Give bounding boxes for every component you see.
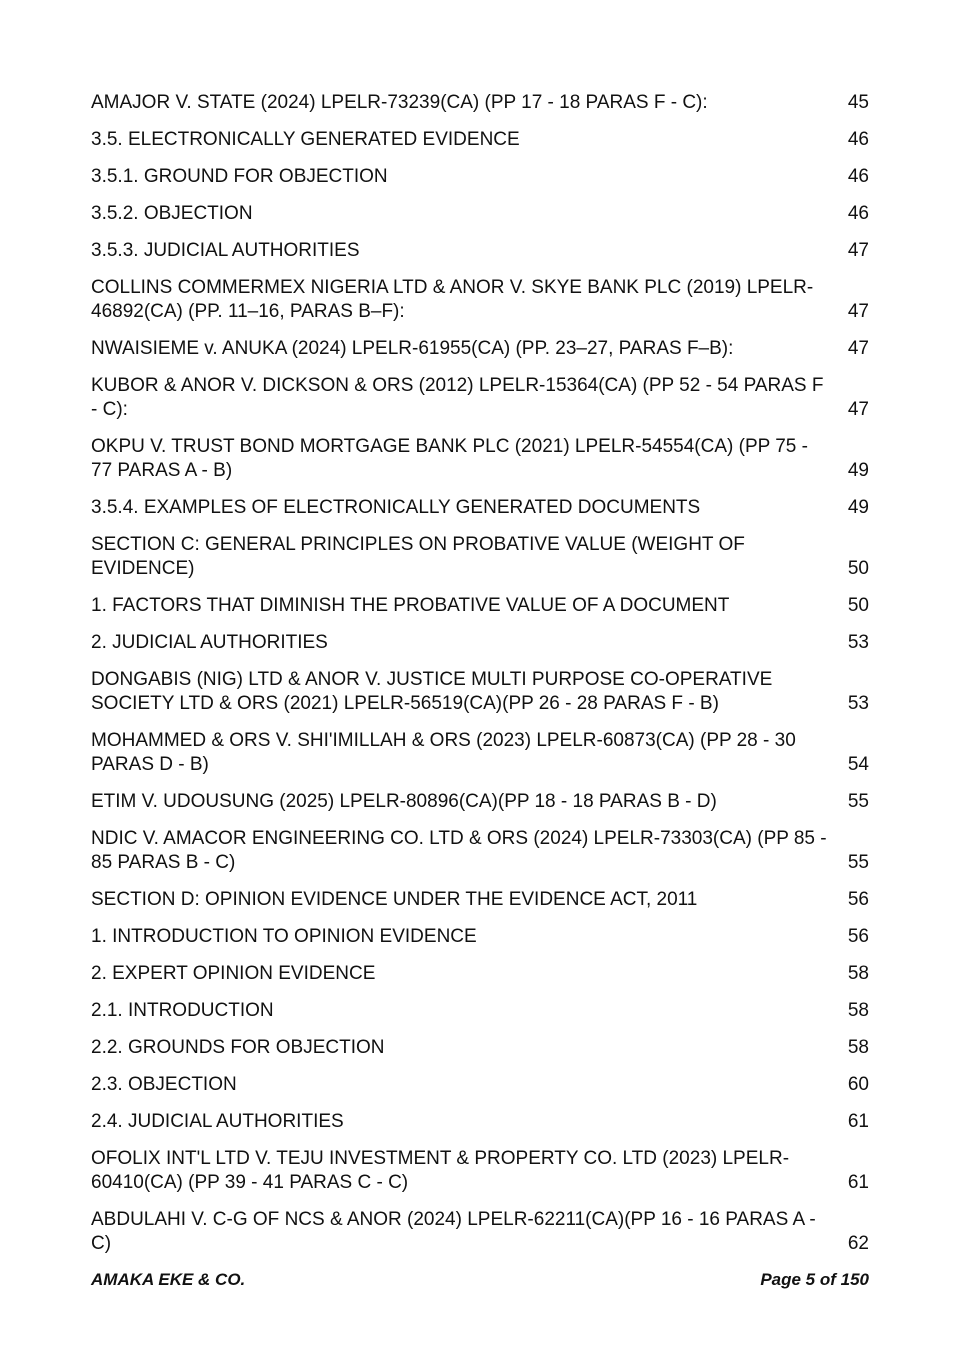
toc-entry[interactable]: [91, 165, 869, 189]
toc-entry[interactable]: [91, 1147, 869, 1195]
toc-entry[interactable]: [91, 337, 869, 361]
toc-entry-page: 56: [847, 926, 869, 947]
toc-entry[interactable]: [91, 91, 869, 115]
toc-entry-title: OKPU V. TRUST BOND MORTGAGE BANK PLC (2021) LPELR-54554(CA) (PP 75 - 77 PARAS A - B): [91, 436, 808, 481]
toc-entry[interactable]: [91, 668, 869, 716]
toc-entry-title: OFOLIX INT'L LTD V. TEJU INVESTMENT & PROPERTY CO. LTD (2023) LPELR-60410(CA) (PP 39 - 41 PARAS C - C): [91, 1148, 790, 1193]
toc-entry-title: 2.2. GROUNDS FOR OBJECTION: [91, 1037, 385, 1058]
toc-entry-page: 50: [847, 595, 869, 616]
toc-entry-page: 58: [847, 963, 869, 984]
toc-entry-page: 47: [847, 399, 869, 420]
toc-entry-page: 47: [847, 338, 869, 359]
toc-entry-page: 45: [847, 92, 869, 113]
toc-entry[interactable]: [91, 1073, 869, 1097]
toc-entry[interactable]: [91, 999, 869, 1023]
toc-entry[interactable]: [91, 496, 869, 520]
toc-entry[interactable]: [91, 962, 869, 986]
toc-entry-title: 3.5.2. OBJECTION: [91, 203, 253, 224]
toc-entry-page: 46: [847, 166, 869, 187]
toc-entry-title: 3.5.3. JUDICIAL AUTHORITIES: [91, 240, 360, 261]
toc-entry-title: 2.3. OBJECTION: [91, 1074, 237, 1095]
table-of-contents: [91, 91, 869, 1269]
toc-entry-title: 2.1. INTRODUCTION: [91, 1000, 274, 1021]
toc-entry[interactable]: [91, 533, 869, 581]
toc-entry-page: 50: [847, 558, 869, 579]
toc-entry-page: 56: [847, 889, 869, 910]
toc-entry-title: 2.4. JUDICIAL AUTHORITIES: [91, 1111, 344, 1132]
toc-entry[interactable]: [91, 239, 869, 263]
page-footer: [91, 1269, 869, 1291]
toc-entry-page: 47: [847, 240, 869, 261]
toc-entry-title: 3.5.4. EXAMPLES OF ELECTRONICALLY GENERATED DOCUMENTS: [91, 497, 701, 518]
toc-entry[interactable]: [91, 790, 869, 814]
toc-entry[interactable]: [91, 374, 869, 422]
toc-entry-title: SECTION D: OPINION EVIDENCE UNDER THE EVIDENCE ACT, 2011: [91, 889, 698, 910]
toc-entry[interactable]: [91, 827, 869, 875]
toc-entry-page: 55: [847, 852, 869, 873]
toc-entry[interactable]: [91, 1208, 869, 1256]
toc-entry[interactable]: [91, 888, 869, 912]
toc-entry-page: 62: [847, 1233, 869, 1254]
toc-entry-page: 55: [847, 791, 869, 812]
toc-entry-title: AMAJOR V. STATE (2024) LPELR-73239(CA) (PP 17 - 18 PARAS F - C):: [91, 92, 708, 113]
toc-entry-page: 49: [847, 460, 869, 481]
toc-entry[interactable]: [91, 276, 869, 324]
toc-entry-page: 53: [847, 632, 869, 653]
toc-entry-page: 49: [847, 497, 869, 518]
toc-entry-title: NDIC V. AMACOR ENGINEERING CO. LTD & ORS (2024) LPELR-73303(CA) (PP 85 - 85 PARAS B - C): [91, 828, 827, 873]
toc-entry-title: COLLINS COMMERMEX NIGERIA LTD & ANOR V. SKYE BANK PLC (2019) LPELR-46892(CA) (PP. 11–16, PARAS B–F):: [91, 277, 814, 322]
toc-entry[interactable]: [91, 925, 869, 949]
toc-entry[interactable]: [91, 1036, 869, 1060]
toc-entry-title: 3.5.1. GROUND FOR OBJECTION: [91, 166, 388, 187]
toc-entry-title: DONGABIS (NIG) LTD & ANOR V. JUSTICE MULTI PURPOSE CO-OPERATIVE SOCIETY LTD & ORS (2021) LPELR-56519(CA)(PP 26 - 28 PARAS F - B): [91, 669, 773, 714]
toc-entry-title: SECTION C: GENERAL PRINCIPLES ON PROBATIVE VALUE (WEIGHT OF EVIDENCE): [91, 534, 745, 579]
toc-entry-title: 1. FACTORS THAT DIMINISH THE PROBATIVE VALUE OF A DOCUMENT: [91, 595, 730, 616]
toc-entry-title: 3.5. ELECTRONICALLY GENERATED EVIDENCE: [91, 129, 520, 150]
toc-entry-title: NWAISIEME v. ANUKA (2024) LPELR-61955(CA) (PP. 23–27, PARAS F–B):: [91, 338, 734, 359]
toc-entry-page: 61: [847, 1111, 869, 1132]
toc-entry-title: MOHAMMED & ORS V. SHI'IMILLAH & ORS (2023) LPELR-60873(CA) (PP 28 - 30 PARAS D - B): [91, 730, 796, 775]
toc-entry-page: 58: [847, 1037, 869, 1058]
toc-entry[interactable]: [91, 594, 869, 618]
toc-entry[interactable]: [91, 631, 869, 655]
toc-entry-page: 61: [847, 1172, 869, 1193]
toc-entry-page: 46: [847, 129, 869, 150]
toc-entry-page: 60: [847, 1074, 869, 1095]
toc-entry[interactable]: [91, 128, 869, 152]
toc-entry-page: 46: [847, 203, 869, 224]
footer-page-number: Page 5 of 150: [760, 1270, 869, 1289]
toc-entry-page: 58: [847, 1000, 869, 1021]
toc-entry-page: 53: [847, 693, 869, 714]
toc-entry[interactable]: [91, 1110, 869, 1134]
toc-entry-title: 2. JUDICIAL AUTHORITIES: [91, 632, 328, 653]
toc-entry-title: 2. EXPERT OPINION EVIDENCE: [91, 963, 376, 984]
toc-entry[interactable]: [91, 729, 869, 777]
toc-entry-title: ETIM V. UDOUSUNG (2025) LPELR-80896(CA)(PP 18 - 18 PARAS B - D): [91, 791, 717, 812]
toc-entry-title: ABDULAHI V. C-G OF NCS & ANOR (2024) LPELR-62211(CA)(PP 16 - 16 PARAS A - C): [91, 1209, 816, 1254]
toc-entry-page: 54: [847, 754, 869, 775]
toc-entry-title: 1. INTRODUCTION TO OPINION EVIDENCE: [91, 926, 477, 947]
toc-entry[interactable]: [91, 202, 869, 226]
toc-entry-page: 47: [847, 301, 869, 322]
toc-entry-title: KUBOR & ANOR V. DICKSON & ORS (2012) LPELR-15364(CA) (PP 52 - 54 PARAS F - C):: [91, 375, 824, 420]
footer-firm-name: AMAKA EKE & CO.: [91, 1270, 246, 1289]
toc-entry[interactable]: [91, 435, 869, 483]
